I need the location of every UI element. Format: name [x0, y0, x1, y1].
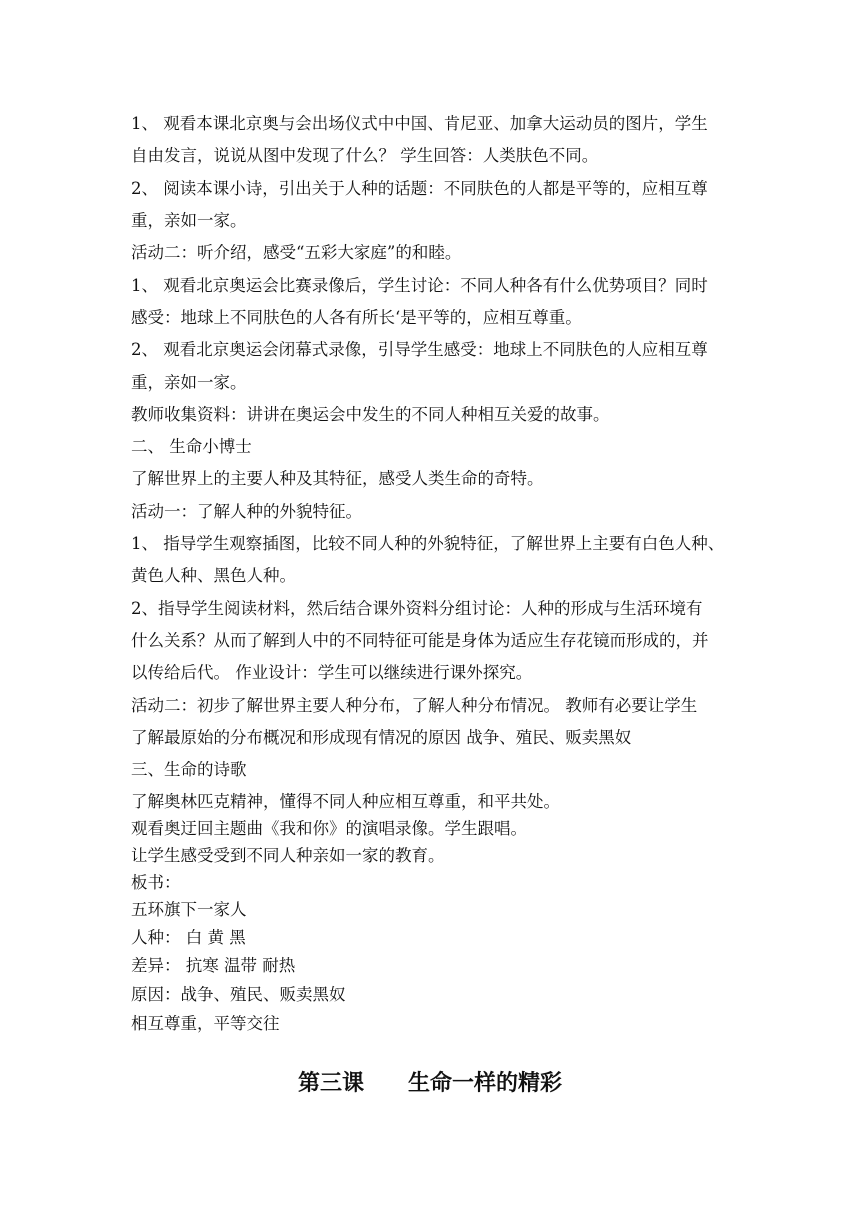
paragraph-line: 以传给后代。 作业设计：学生可以继续进行课外探究。 [131, 663, 533, 682]
section-heading: 二、 生命小博士 [131, 437, 252, 456]
paragraph-line: 了解最原始的分布概况和形成现有情况的原因 战争、殖民、贩卖黑奴 [131, 728, 632, 747]
section-heading: 三、生命的诗歌 [131, 760, 247, 779]
board-line: 原因：战争、殖民、贩卖黑奴 [131, 985, 346, 1004]
paragraph-line: 1、 指导学生观察插图，比较不同人种的外貌特征，了解世界上主要有白色人种、 [131, 534, 725, 553]
lesson-title [0, 1066, 860, 1097]
board-heading: 板书： [131, 873, 181, 892]
lesson-number: 第三课 [297, 1071, 364, 1096]
paragraph-line: 重，亲如一家。 [131, 211, 247, 230]
board-line: 差异： 抗寒 温带 耐热 [131, 956, 296, 975]
paragraph-line: 重，亲如一家。 [131, 373, 247, 392]
paragraph-line: 教师收集资料：讲讲在奥运会中发生的不同人种相互关爱的故事。 [131, 405, 610, 424]
paragraph-line: 2、 阅读本课小诗，引出关于人种的话题：不同肤色的人都是平等的，应相互尊 [131, 179, 708, 198]
activity-heading: 活动二：听介绍，感受“五彩大家庭”的和睦。 [131, 243, 462, 262]
paragraph-line: 了解奥林匹克精神，懂得不同人种应相互尊重，和平共处。 [131, 792, 560, 811]
board-line: 五环旗下一家人 [131, 900, 247, 919]
lesson-name: 生命一样的精彩 [408, 1071, 563, 1096]
paragraph-line: 感受：地球上不同肤色的人各有所长‘是平等的，应相互尊重。 [131, 308, 582, 327]
paragraph-line: 2、 观看北京奥运会闭幕式录像，引导学生感受：地球上不同肤色的人应相互尊 [131, 340, 708, 359]
paragraph-line: 了解世界上的主要人种及其特征，感受人类生命的奇特。 [131, 469, 544, 488]
paragraph-line: 自由发言，说说从图中发现了什么？ 学生回答：人类肤色不同。 [131, 146, 599, 165]
paragraph-line: 1、 观看本课北京奥与会出场仪式中中国、肯尼亚、加拿大运动员的图片，学生 [131, 114, 708, 133]
paragraph-line: 观看奥迂回主题曲《我和你》的演唱录像。学生跟唱。 [131, 819, 527, 838]
paragraph-line: 1、 观看北京奥运会比赛录像后，学生讨论：不同人种各有什么优势项目？同时 [131, 276, 708, 295]
board-line: 相互尊重，平等交往 [131, 1014, 280, 1033]
paragraph-line: 2、指导学生阅读材料，然后结合课外资料分组讨论：人种的形成与生活环境有 [131, 599, 703, 618]
board-line: 人种： 白 黄 黑 [131, 928, 246, 947]
paragraph-line: 什么关系？从而了解到人中的不同特征可能是身体为适应生存花镜而形成的，并 [131, 631, 709, 650]
paragraph-line: 黄色人种、黑色人种。 [131, 566, 296, 585]
activity-heading: 活动一：了解人种的外貌特征。 [131, 502, 362, 521]
activity-heading: 活动二：初步了解世界主要人种分布，了解人种分布情况。 教师有必要让学生 [131, 696, 698, 715]
paragraph-line: 让学生感受受到不同人种亲如一家的教育。 [131, 846, 445, 865]
